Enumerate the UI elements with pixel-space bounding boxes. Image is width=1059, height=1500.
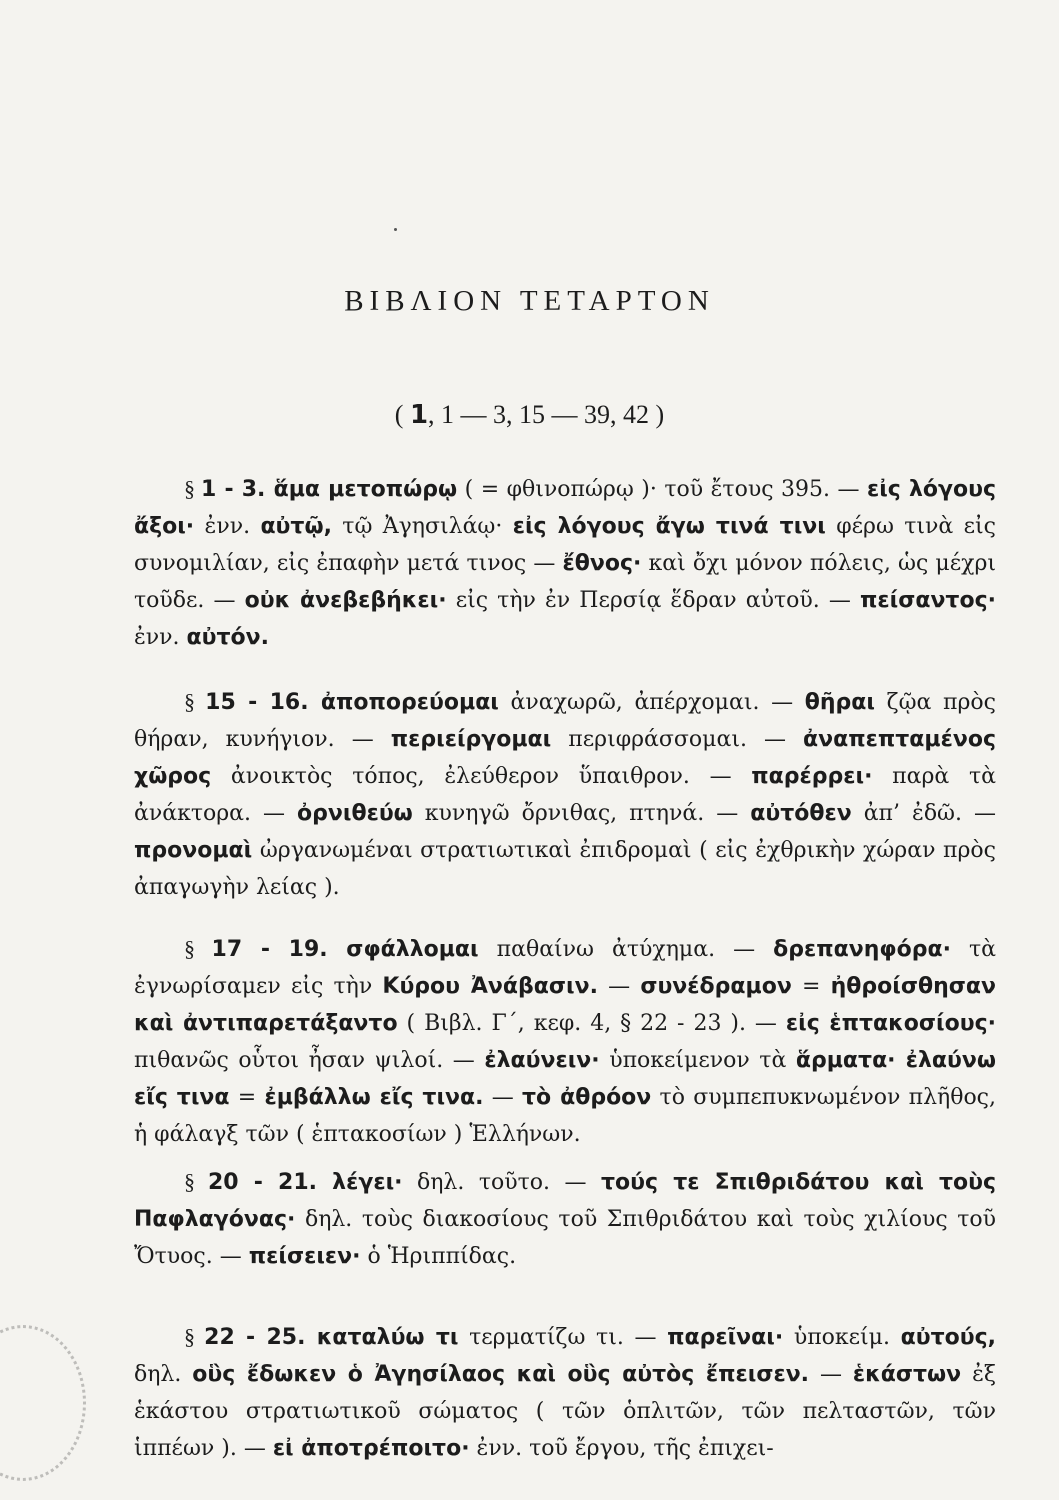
commentary-section-22-25: § 22 - 25. καταλύω τι τερματίζω τι. — παρεῖναι· ὑποκείμ. αὐτούς, δηλ. οὓς ἔδωκεν ὁ Ἀγησίλαος καὶ οὓς αὐτὸς ἔπεισεν. — ἑκάστων ἐξ ἑκάστου στρατιωτικοῦ σώματος ( τῶν ὁπλιτῶν, τῶν πελταστῶν, τῶν ἱππέων ). — εἰ ἀποτρέποιτο· ἐνν. τοῦ ἔργου, τῆς ἐπιχει- [134,1324,996,1461]
book-title: ΒΙΒΛΙΟΝ ΤΕΤΑΡΤΟΝ [344,285,715,317]
section-number: 15 - 16. [205,690,309,715]
section-number: 22 - 25. [204,1325,306,1350]
commentary-section-1-3: § 1 - 3. ἅμα μετοπώρῳ ( = φθινοπώρῳ )· τοῦ ἔτους 395. — εἰς λόγους ἄξοι· ἐνν. αὐτῷ, τῷ Ἀγησιλάῳ· εἰς λόγους ἄγω τινά τινι φέρω τινὰ εἰς συνομιλίαν, εἰς ἐπαφὴν μετά τινος — ἔθνος· καὶ ὄχι μόνον πόλεις, ὡς μέχρι τοῦδε. — οὐκ ἀνεβεβήκει· εἰς τὴν ἐν Περσίᾳ ἕδραν αὐτοῦ. — πείσαντος· ἐνν. αὐτόν. [134,476,997,650]
library-stamp [0,1325,86,1481]
ink-speck [394,228,397,231]
commentary-section-20-21: § 20 - 21. λέγει· δηλ. τοῦτο. — τούς τε Σπιθριδάτου καὶ τοὺς Παφλαγόνας· δηλ. τοὺς διακοσίους τοῦ Σπιθριδάτου καὶ τοὺς χιλίους τοῦ Ὄτυος. — πείσειεν· ὁ Ἡριππίδας. [134,1169,996,1269]
section-number: 20 - 21. [208,1170,318,1195]
chapter-range: ( 1, 1 — 3, 15 — 39, 42 ) [394,400,665,430]
section-number: 17 - 19. [211,937,328,962]
section-number: 1 - 3. [201,477,266,502]
commentary-section-15-16: § 15 - 16. ἀποπορεύομαι ἀναχωρῶ, ἀπέρχομαι. — θῆραι ζῷα πρὸς θήραν, κυνήγιον. — περιείργομαι περιφράσσομαι. — ἀναπεπταμένος χῶρος ἀνοικτὸς τόπος, ἐλεύθερον ὕπαιθρον. — παρέρρει· παρὰ τὰ ἀνάκτορα. — ὀρνιθεύω κυνηγῶ ὄρνιθας, πτηνά. — αὐτόθεν ἀπ’ ἐδῶ. — προνομαὶ ὠργανωμέναι στρατιωτικαὶ ἐπιδρομαὶ ( εἰς ἐχθρικὴν χώραν πρὸς ἀπαγωγὴν λείας ). [134,689,996,900]
commentary-section-17-19: § 17 - 19. σφάλλομαι παθαίνω ἀτύχημα. — δρεπανηφόρα· τὰ ἐγνωρίσαμεν εἰς τὴν Κύρου Ἀνάβασιν. — συνέδραμον = ἠθροίσθησαν καὶ ἀντιπαρετάξαντο ( Βιβλ. Γ΄, κεφ. 4, § 22 - 23 ). — εἰς ἑπτακοσίους· πιθανῶς οὗτοι ἦσαν ψιλοί. — ἐλαύνειν· ὑποκείμενον τὰ ἅρματα· ἐλαύνω εἴς τινα = ἐμβάλλω εἴς τινα. — τὸ ἀθρόον τὸ συμπεπυκνωμένον πλῆθος, ἡ φάλαγξ τῶν ( ἑπτακοσίων ) Ἑλλήνων. [134,936,997,1147]
